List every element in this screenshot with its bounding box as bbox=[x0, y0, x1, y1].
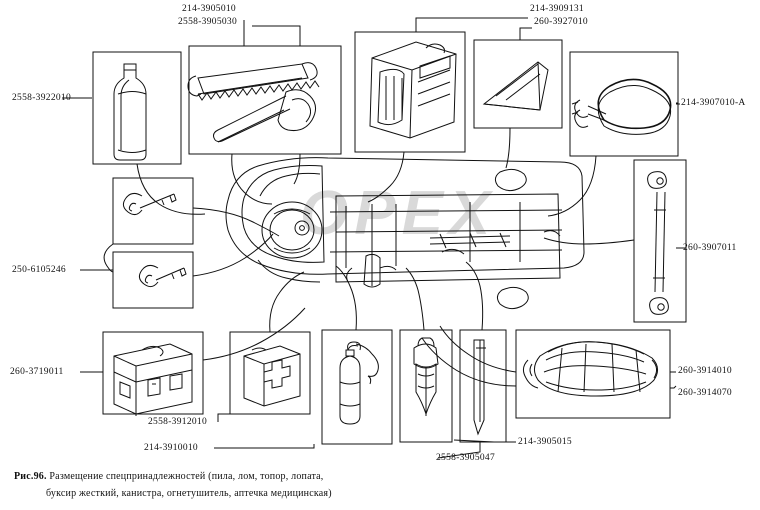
callout-tow-cable: 214-3907010-A bbox=[681, 98, 746, 108]
callout-tow-bar: 260-3907011 bbox=[683, 243, 737, 253]
callout-bundle-upper: 260-3914010 bbox=[678, 366, 732, 376]
callout-saw-axe-top2: 2558-3905030 bbox=[178, 17, 238, 27]
figure-caption-line-1 bbox=[14, 471, 324, 482]
callout-bundle-lower: 260-3914070 bbox=[678, 388, 732, 398]
figure-number: Рис.96. bbox=[14, 471, 47, 482]
callout-toolbox: 260-3719011 bbox=[10, 367, 64, 377]
callout-shovel: 214-3905015 bbox=[518, 437, 572, 447]
figure-caption-line-2: буксир жесткий, канистра, огнетушитель, аптечка медицинская) bbox=[46, 488, 332, 499]
callout-extinguisher: 214-3910010 bbox=[144, 443, 198, 453]
callout-wheel-chock: 260-3927010 bbox=[534, 17, 588, 27]
callout-crowbar: 2558-3905047 bbox=[436, 453, 496, 463]
callout-canister: 214-3909131 bbox=[530, 4, 584, 14]
callout-first-aid: 2558-3912010 bbox=[148, 417, 208, 427]
callout-bottle: 2558-3922010 bbox=[12, 93, 72, 103]
callout-keys: 250-6105246 bbox=[12, 265, 66, 275]
callout-saw-axe-top: 214-3905010 bbox=[182, 4, 236, 14]
figure-caption-text-1: Размещение спецпринадлежностей (пила, лом, топор, лопата, bbox=[49, 471, 324, 482]
watermark: OPEX bbox=[300, 179, 497, 248]
